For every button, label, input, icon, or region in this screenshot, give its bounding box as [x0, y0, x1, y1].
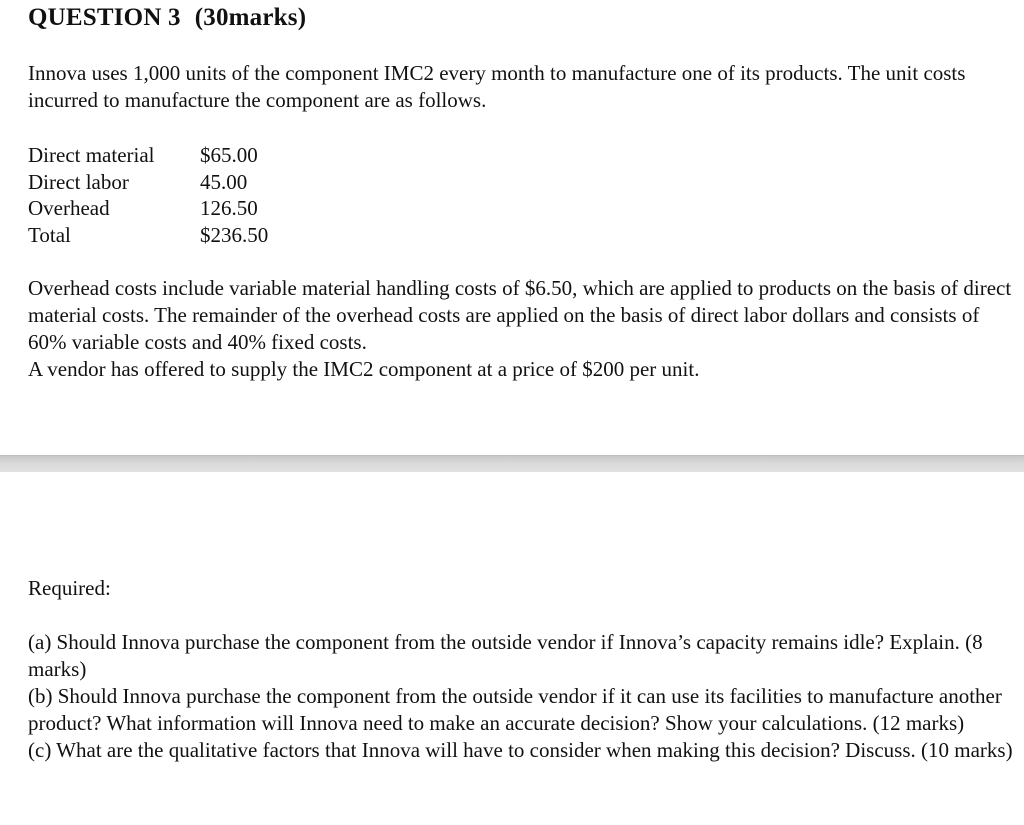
vendor-offer: A vendor has offered to supply the IMC2 component at a price of $200 per unit. [28, 357, 700, 381]
required-label: Required: [28, 576, 111, 600]
question-list [28, 629, 1018, 764]
cost-value: 126.50 [200, 196, 258, 220]
question-title: QUESTION 3 [28, 4, 181, 31]
intro-paragraph: Innova uses 1,000 units of the component IMC2 every month to manufacture one of its products. The unit costs incurred to manufacture the component are as follows. [28, 61, 966, 112]
cost-label: Direct material [28, 143, 155, 167]
table-row [28, 142, 320, 169]
cost-label: Overhead [28, 196, 110, 220]
table-row [28, 169, 320, 196]
question-heading [28, 4, 306, 32]
cost-label: Total [28, 222, 71, 247]
table-row [28, 222, 320, 249]
list-item: (c) What are the qualitative factors that Innova will have to consider when making this decision? Discuss. (10 marks) [28, 738, 1013, 762]
cost-value: $65.00 [200, 143, 258, 167]
cost-value: 45.00 [200, 169, 248, 194]
overhead-description: Overhead costs include variable material handling costs of $6.50, which are applied to products on the basis of direct material costs. The remainder of the overhead costs are applied on the basis of direct labor dollars and consists of 60% variable costs and 40% fixed costs. [28, 276, 1012, 354]
overhead-paragraph [28, 275, 1013, 383]
table-row [28, 195, 320, 222]
cost-label: Direct labor [28, 169, 129, 194]
unit-cost-table [28, 142, 320, 248]
cost-value: $236.50 [200, 222, 269, 247]
question-marks: (30marks) [194, 4, 307, 31]
list-item: (b) Should Innova purchase the component from the outside vendor if it can use its facilities to manufacture another product? What information will Innova need to make an accurate decision? Show your calculations. (12 marks) [28, 684, 1002, 735]
list-item: (a) Should Innova purchase the component from the outside vendor if Innova’s capacity remains idle? Explain. (8 marks) [28, 630, 983, 681]
